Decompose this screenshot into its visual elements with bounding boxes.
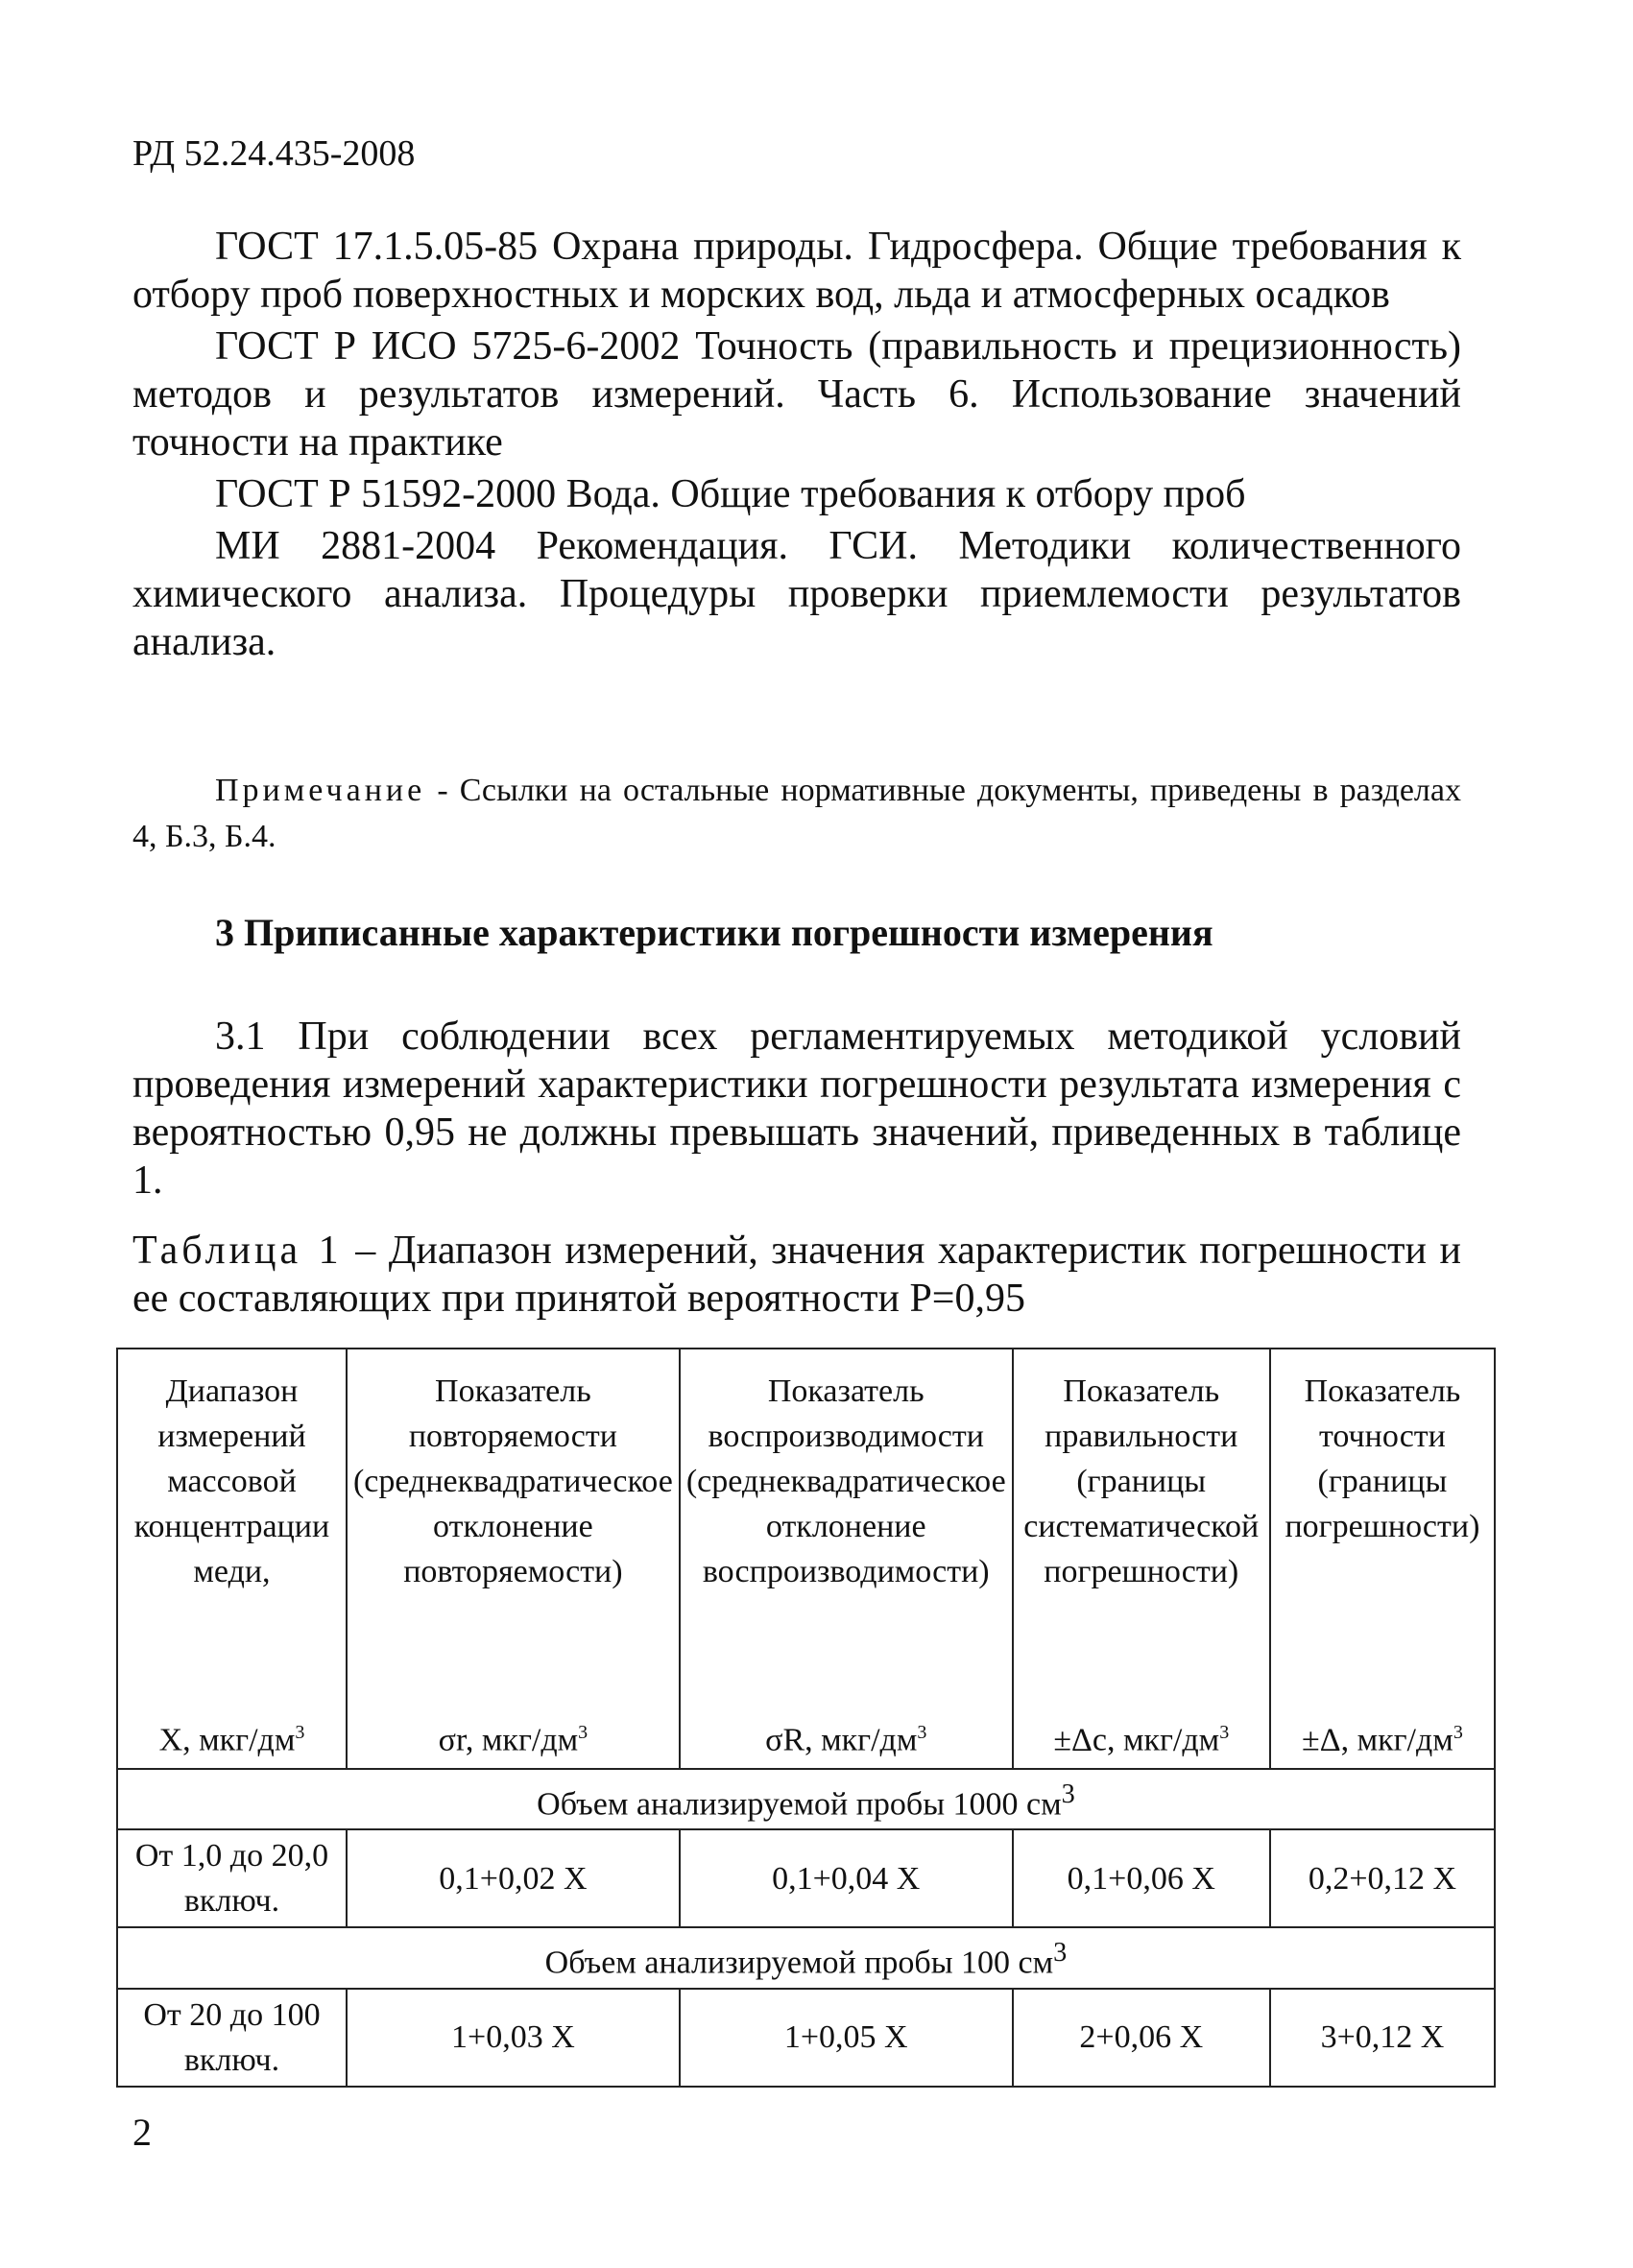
header-cell: Показатель воспроизводимости (среднеквадратическое отклонение воспроизводимости) σR, мкг/$дм^3$ [680,1349,1013,1769]
section-heading: 3 Приписанные характеристики погрешности измерения [215,911,1213,954]
note [132,768,1461,860]
table-cell: От 20 до 100 включ. [117,1989,347,2087]
reference-item: ГОСТ Р 51592-2000 Вода. Общие требования к отбору проб [215,472,1246,516]
document-id: РД 52.24.435-2008 [132,133,416,174]
table-cell: 2+0,06 X [1013,1989,1270,2087]
table-cell: 0,1+0,02 X [347,1829,680,1927]
note-text: - Ссылки на остальные нормативные документы, приведены в разделах 4, Б.3, Б.4. [132,773,1461,854]
table-section-row [117,1769,1495,1829]
header-cell: Показатель точности (границы погрешности) ±Δ, мкг/$дм^3$ [1270,1349,1495,1769]
accuracy-table [116,1348,1496,2088]
table-row [117,1829,1495,1927]
reference-item: МИ 2881-2004 Рекомендация. ГСИ. Методики количественного химического анализа. Процедуры проверки приемлемости результатов анализа. [132,524,1461,664]
table-cell: 0,1+0,04 X [680,1829,1013,1927]
table-cell: 1+0,03 X [347,1989,680,2087]
section-title-cell: Объем анализируемой пробы 100 $см^3$ [117,1927,1495,1988]
references-list [132,223,1461,670]
reference-item: ГОСТ Р ИСО 5725-6-2002 Точность (правильность и прецизионность) методов и результатов измерений. Часть 6. Использование значений точности на практике [132,324,1461,465]
table-cell: 3+0,12 X [1270,1989,1495,2087]
reference-item: ГОСТ 17.1.5.05-85 Охрана природы. Гидросфера. Общие требования к отбору проб поверхностных и морских вод, льда и атмосферных осадков [132,225,1461,317]
table-caption [132,1227,1461,1323]
header-cell: Показатель повторяемости (среднеквадратическое отклонение повторяемости) σr, мкг/$дм^3$ [347,1349,680,1769]
section-title-cell: Объем анализируемой пробы 1000 $см^3$ [117,1769,1495,1829]
table-section-row [117,1927,1495,1988]
header-cell: Диапазон измерений массовой концентрации меди, X, мкг/$дм^3$ [117,1349,347,1769]
table-row [117,1989,1495,2087]
table-cell: 0,1+0,06 X [1013,1829,1270,1927]
table-cell: 1+0,05 X [680,1989,1013,2087]
page-number: 2 [132,2111,152,2154]
table-cell: 0,2+0,12 X [1270,1829,1495,1927]
table-header-row [117,1349,1495,1769]
header-cell: Показатель правильности (границы систематической погрешности) ±Δc, мкг/$дм^3$ [1013,1349,1270,1769]
note-label: Примечание [215,773,426,808]
table-caption-label: Таблица 1 [132,1229,343,1273]
paragraph-3-1: 3.1 При соблюдении всех регламентируемых методикой условий проведения измерений характеристики погрешности результата измерения с вероятностью 0,95 не должны превышать значений, приведенных в таблице 1. [132,1015,1461,1203]
table-cell: От 1,0 до 20,0 включ. [117,1829,347,1927]
table-caption-text: – Диапазон измерений, значения характеристик погрешности и ее составляющих при принятой вероятности Р=0,95 [132,1229,1461,1321]
